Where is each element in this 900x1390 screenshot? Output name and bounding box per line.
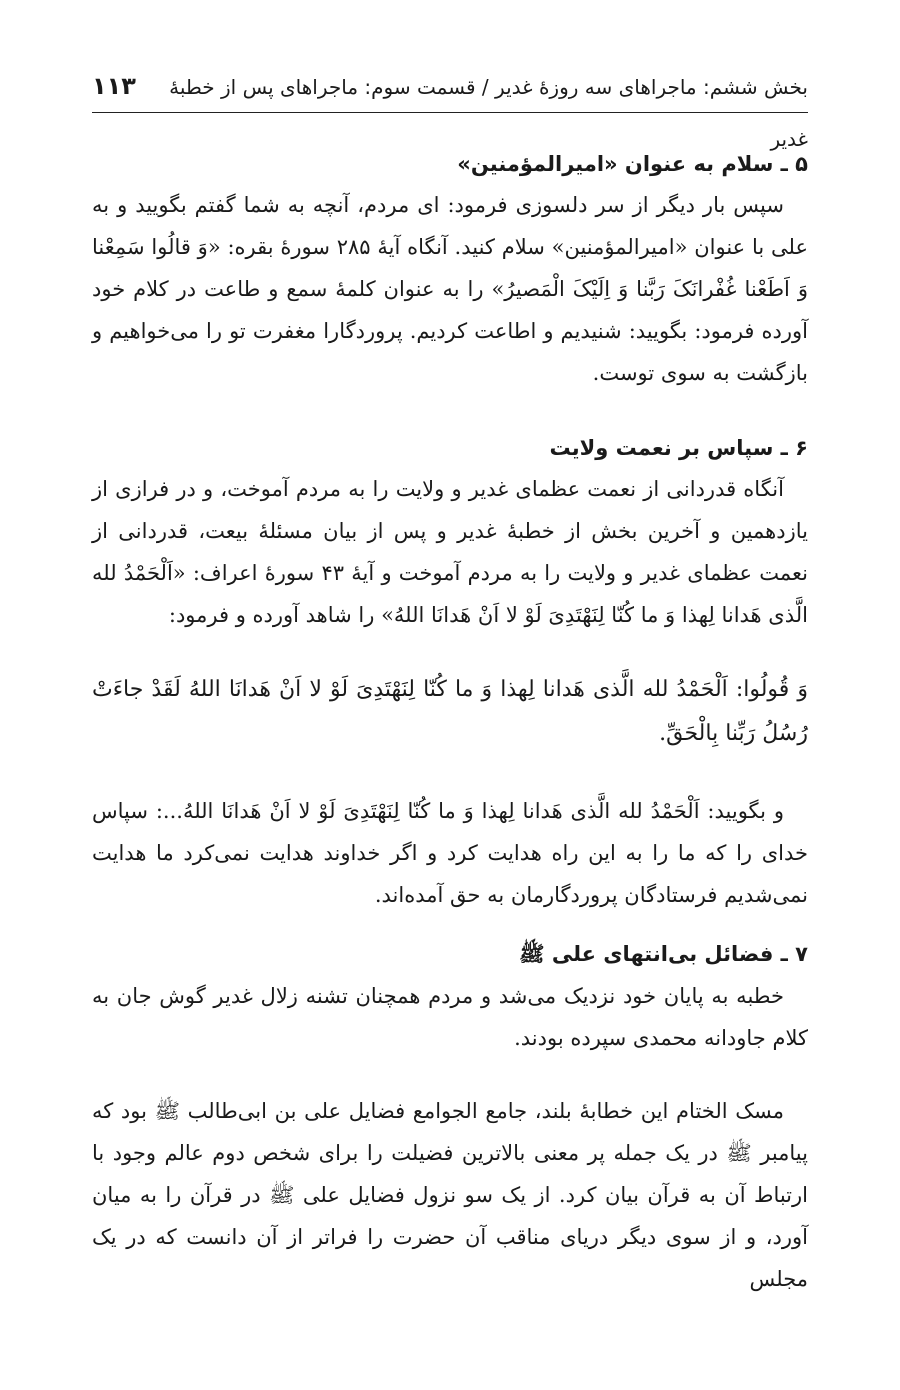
section-5-paragraph: سپس بار دیگر از سر دلسوزی فرمود: ای مردم، آنچه به شما گفتم بگویید و به علی با عنوان «امیرالمؤمنین» سلام کنید. آنگاه آیۀ ۲۸۵ سورۀ بقره: «وَ قالُوا سَمِعْنا وَ اَطَعْنا غُفْرانَکَ رَبَّنا وَ اِلَیْکَ الْمَصیرُ» را به عنوان کلمۀ سمع و طاعت در کلام خود آورده فرمود: بگویید: شنیدیم و اطاعت کردیم. پروردگارا مغفرت تو را می‌خواهیم و بازگشت به سوی توست. [92,193,808,385]
page-number: ۱۱۳ [92,72,136,100]
section-7-paragraph: خطبه به پایان خود نزدیک می‌شد و مردم همچنان تشنه زلال غدیر گوش جان به کلام جاودانه محمدی سپرده بودند. [92,984,808,1050]
section-heading-6: ۶ ـ سپاس بر نعمت ولایت [549,436,808,460]
running-header [92,60,808,151]
section-heading-7: ۷ ـ فضائل بی‌انتهای علی ﷺ [519,942,808,966]
header-title: بخش ششم: ماجراهای سه روزۀ غدیر / قسمت سوم: ماجراهای پس از خطبۀ غدیر [169,75,808,151]
book-page [92,60,808,1291]
hadith-quote: وَ قُولُوا: اَلْحَمْدُ لله الَّذی هَدانا لِهذا وَ ما کُنّا لِنَهْتَدِیَ لَوْ لا اَنْ هَدانَا اللهُ لَقَدْ جاءَتْ رُسُلُ رَبِّنا بِالْحَقِّ. [92,677,808,746]
section-7-paragraph-2: مسک الختام این خطابۀ بلند، جامع الجوامع فضایل علی بن ابی‌طالب ﷺ بود که پیامبر ﷺ در یک جمله پر معنی بالاترین فضیلت را برای شخص دوم عالم وجود با ارتباط آن به قرآن بیان کرد. از یک سو نزول فضایل علی ﷺ در قرآن را به میان آورد، و از سوی دیگر دریای مناقب آن حضرت را فراتر از آن دانست که در یک مجلس [92,1099,808,1291]
section-heading-5: ۵ ـ سلام به عنوان «امیرالمؤمنین» [457,152,808,176]
quote-explanation: و بگویید: اَلْحَمْدُ لله الَّذی هَدانا لِهذا وَ ما کُنّا لِنَهْتَدِیَ لَوْ لا اَنْ هَدانَا اللهُ...: سپاس خدای را که ما را به این راه هدایت کرد و اگر خداوند هدایت نمی‌کرد ما هدایت نمی‌شدیم فرستادگان پروردگارمان به حق آمده‌اند. [92,799,808,907]
section-6-paragraph: آنگاه قدردانی از نعمت عظمای غدیر و ولایت را به مردم آموخت، و در فرازی از یازدهمین و آخرین بخش از خطبۀ غدیر و پس از بیان مسئلۀ بیعت، قدردانی از نعمت عظمای غدیر و ولایت را به مردم آموخت و آیۀ ۴۳ سورۀ اعراف: «اَلْحَمْدُ لله الَّذی هَدانا لِهذا وَ ما کُنّا لِنَهْتَدِیَ لَوْ لا اَنْ هَدانَا اللهُ» را شاهد آورده و فرمود: [92,477,808,627]
